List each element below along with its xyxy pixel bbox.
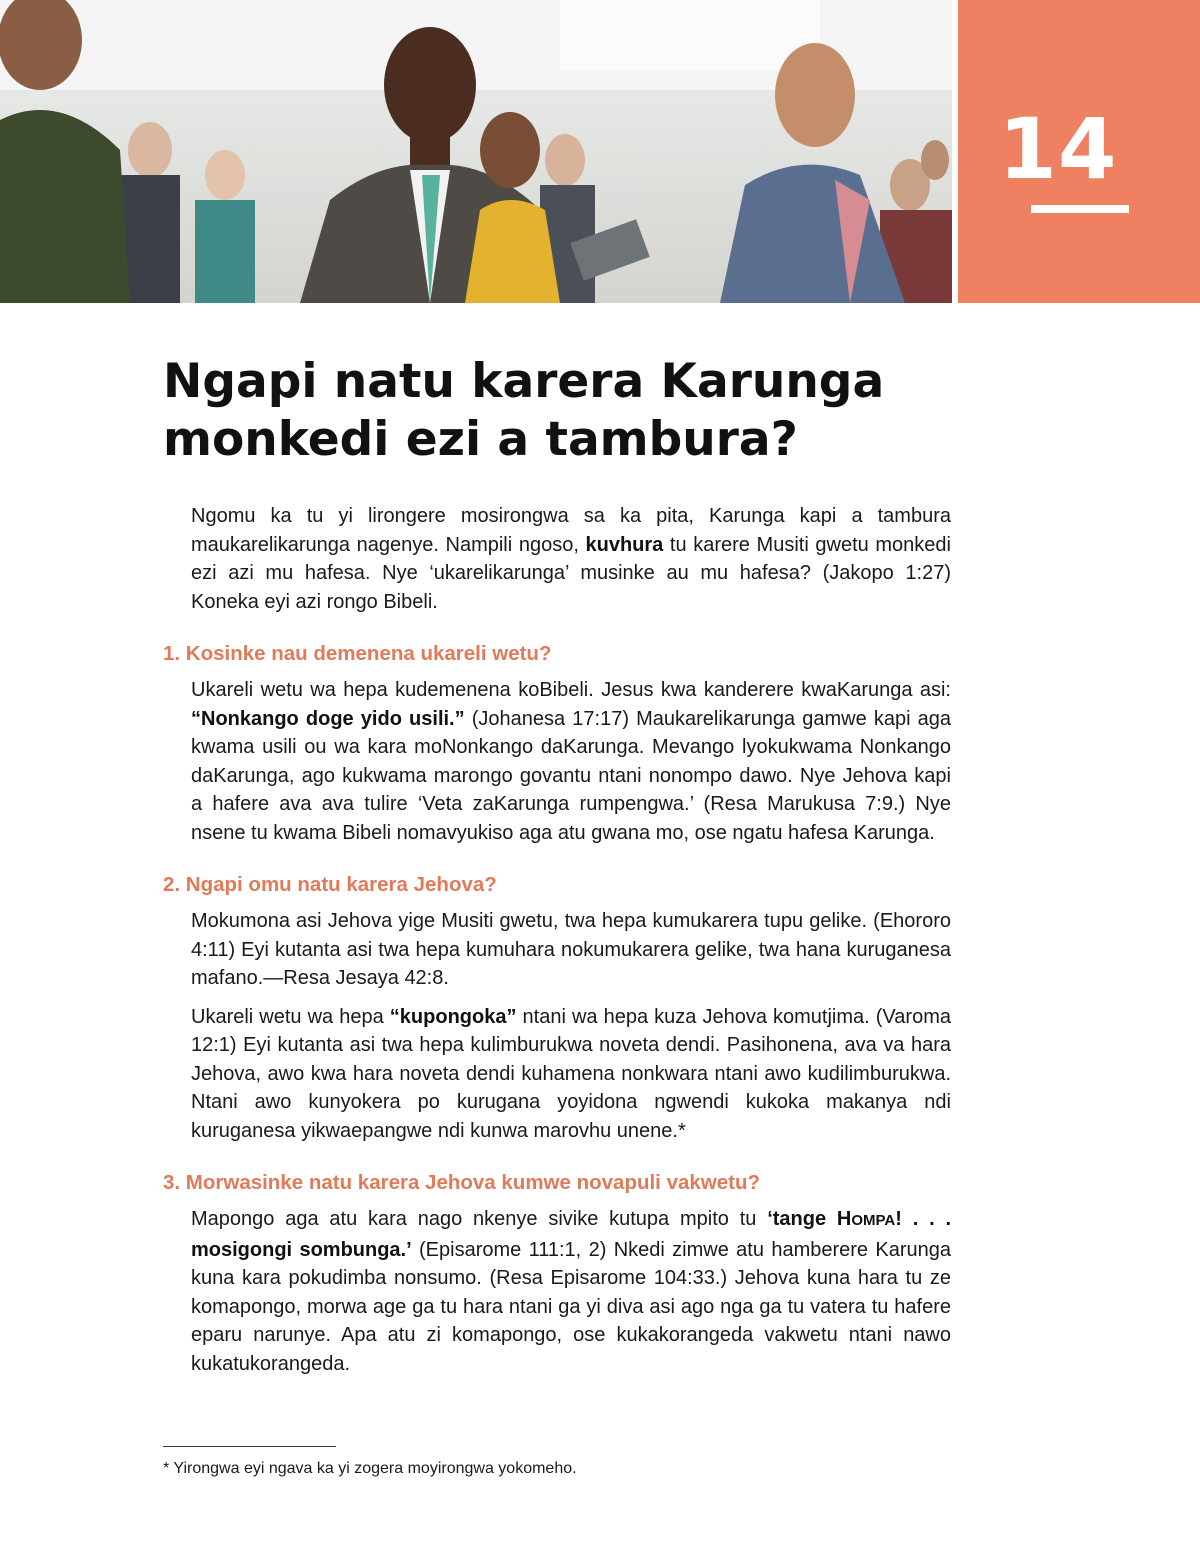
question-2-paragraph-1: Mokumona asi Jehova yige Musiti gwetu, twa hepa kumukarera tupu gelike. (Ehororo 4:11) Eyi kutanta asi twa hepa kumuhara nokumukarera gelike, twa hana kuruganesa mafano.—Resa Jesaya 42:8. <box>191 910 951 989</box>
page-title <box>163 353 923 469</box>
header-photo <box>0 0 952 303</box>
intro-paragraph: Ngomu ka tu yi lirongere mosirongwa sa ka pita, Karunga kapi a tambura maukarelikarunga nagenye. Nampili ngoso, kuvhura tu karere Musiti gwetu monkedi ezi azi mu hafesa. Nye ‘ukarelikarunga’ musinke au mu hafesa? (Jakopo 1:27) Koneka eyi azi rongo Bibeli. <box>191 505 951 613</box>
chapter-underline <box>1031 205 1129 213</box>
footnote-divider <box>163 1446 336 1447</box>
chapter-number-box <box>958 0 1200 303</box>
question-2-heading: 2. Ngapi omu natu karera Jehova? <box>163 873 497 896</box>
footnote: * Yirongwa eyi ngava ka yi zogera moyirongwa yokomeho. <box>163 1460 577 1477</box>
question-2-paragraph-2: Ukareli wetu wa hepa “kupongoka” ntani wa hepa kuza Jehova komutjima. (Varoma 12:1) Eyi kutanta asi twa hepa kulimburukwa noveta dendi. Pasihonena, ava va hara Jehova, awo kwa hara noveta dendi kuhamena nonkwara ntani awo kudilimburukwa. Ntani awo kunyokera po kurugana yoyidona ngwendi kukoka makanya ndi kuruganesa yikwaepangwe ndi kunwa marovhu unene.* <box>191 1005 951 1142</box>
question-3-heading: 3. Morwasinke natu karera Jehova kumwe novapuli vakwetu? <box>163 1171 760 1194</box>
question-1-heading: 1. Kosinke nau demenena ukareli wetu? <box>163 642 552 665</box>
congregation-illustration <box>0 0 952 303</box>
question-1-paragraph: Ukareli wetu wa hepa kudemenena koBibeli. Jesus kwa kanderere kwaKarunga asi: “Nonkango doge yido usili.” (Johanesa 17:17) Maukarelikarunga gamwe kapi aga kwama usili ou wa kara moNonkango daKarunga. Mevango lyokukwama Nonkango daKarunga, ago kukwama marongo govantu ntani nonompo dawo. Nye Jehova kapi a hafere ava ava tulire ‘Veta zaKarunga rumpengwa.’ (Resa Marukusa 7:9.) Nye nsene tu kwama Bibeli nomavyukiso aga atu gwana mo, ose ngatu hafesa Karunga. <box>191 679 952 844</box>
chapter-number: 14 <box>998 100 1118 198</box>
question-3-paragraph: Mapongo aga atu kara nago nkenye sivike kutupa mpito tu ‘tange HOMPA! . . . mosigongi sombunga.’ (Episarome 111:1, 2) Nkedi zimwe atu hamberere Karunga kuna kara pokudimba nonsumo. (Resa Episarome 104:33.) Jehova kuna hara tu ze komapongo, morwa age ga tu hara ntani ga yi diva asi ago nga ga tu vatera tu hafere eparu narunye. Apa atu zi komapongo, ose kukakorangeda vakwetu ntani nawo kukatukorangeda. <box>191 1208 952 1375</box>
lesson-body <box>163 502 951 1388</box>
title-line-1: Ngapi natu karera Karunga <box>163 354 885 409</box>
title-line-2: monkedi ezi a tambura? <box>163 412 798 467</box>
